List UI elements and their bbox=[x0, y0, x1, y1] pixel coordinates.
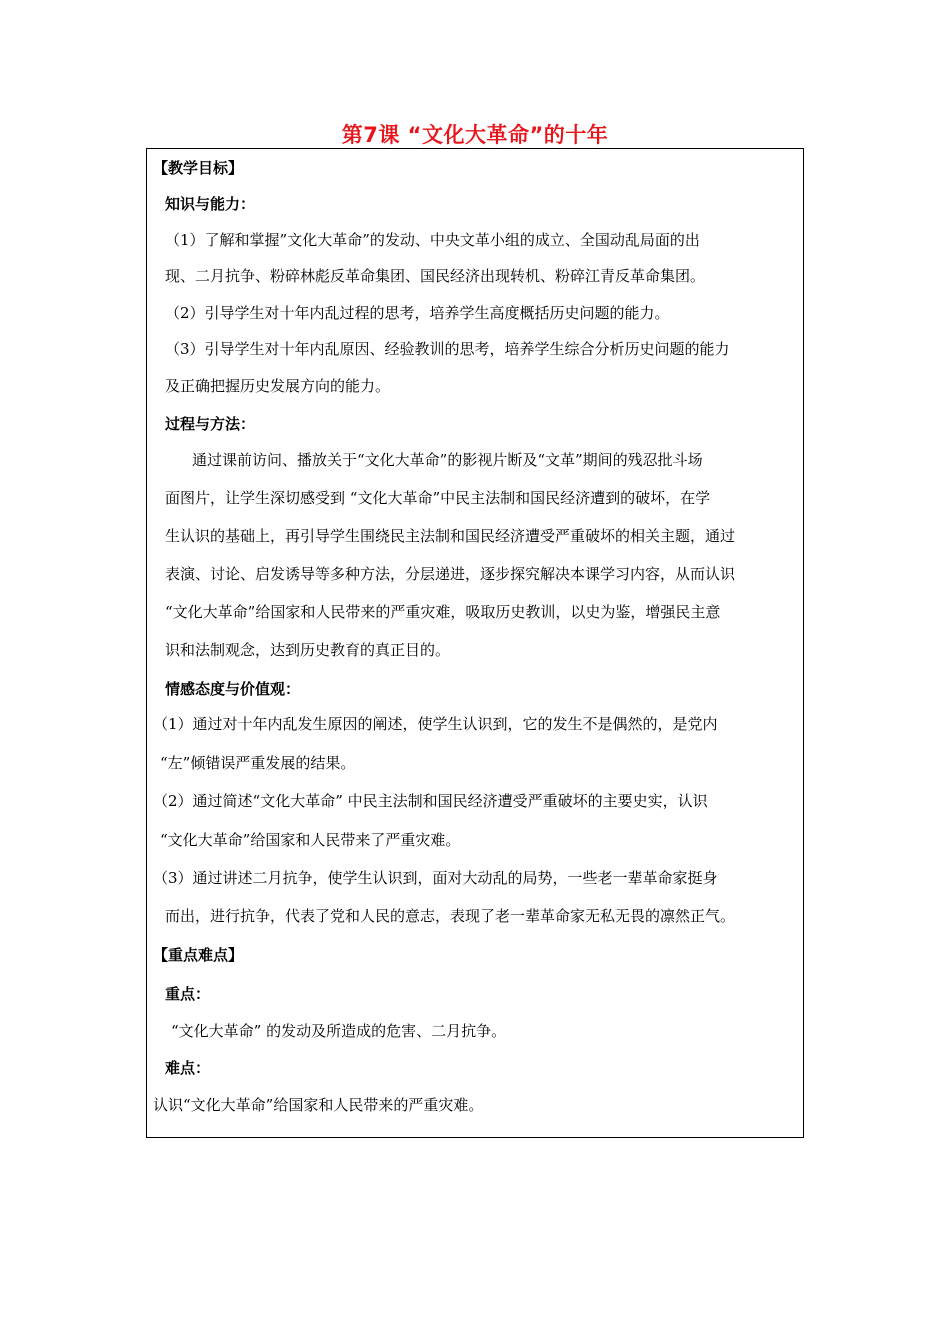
knowledge-heading: 知识与能力： bbox=[165, 195, 256, 213]
knowledge-line: 现、二月抗争、粉碎林彪反革命集团、国民经济出现转机、粉碎江青反革命集团。 bbox=[165, 267, 706, 285]
emotion-heading: 情感态度与价值观： bbox=[165, 680, 301, 698]
process-line: 生认识的基础上，再引导学生围绕民主法制和国民经济遭受严重破坏的相关主题，通过 bbox=[165, 527, 736, 545]
process-heading: 过程与方法： bbox=[165, 415, 256, 433]
knowledge-line: （2）引导学生对十年内乱过程的思考，培养学生高度概括历史问题的能力。 bbox=[165, 304, 670, 322]
objectives-heading: 【教学目标】 bbox=[153, 159, 244, 177]
process-line: 通过课前访问、播放关于“文化大革命”的影视片断及“文革”期间的残忍批斗场 bbox=[192, 451, 703, 469]
emotion-line: “左”倾错误严重发展的结果。 bbox=[160, 754, 356, 772]
page-title: 第7课 “文化大革命”的十年 bbox=[341, 123, 609, 147]
process-line: “文化大革命”给国家和人民带来的严重灾难，吸取历史教训，以史为鉴，增强民主意 bbox=[165, 603, 721, 621]
key-difficult-heading: 【重点难点】 bbox=[153, 946, 244, 964]
emotion-line: “文化大革命”给国家和人民带来了严重灾难。 bbox=[160, 831, 461, 849]
process-line: 面图片，让学生深切感受到 “文化大革命”中民主法制和国民经济遭到的破坏，在学 bbox=[165, 489, 711, 507]
lesson-objectives-box bbox=[146, 148, 804, 1138]
knowledge-line: （3）引导学生对十年内乱原因、经验教训的思考，培养学生综合分析历史问题的能力 bbox=[165, 340, 730, 358]
difficult-line: 认识“文化大革命”给国家和人民带来的严重灾难。 bbox=[153, 1096, 484, 1114]
knowledge-line: （1）了解和掌握”文化大革命”的发动、中央文革小组的成立、全国动乱局面的出 bbox=[165, 231, 700, 249]
emotion-line: 而出，进行抗争，代表了党和人民的意志，表现了老一辈革命家无私无畏的凛然正气。 bbox=[165, 907, 736, 925]
emotion-line: （1）通过对十年内乱发生原因的阐述，使学生认识到，它的发生不是偶然的，是党内 bbox=[153, 715, 718, 733]
emotion-line: （2）通过简述“文化大革命” 中民主法制和国民经济遭受严重破坏的主要史实，认识 bbox=[153, 792, 708, 810]
difficult-heading: 难点： bbox=[165, 1059, 211, 1077]
key-line: “文化大革命” 的发动及所造成的危害、二月抗争。 bbox=[171, 1022, 507, 1040]
process-line: 识和法制观念，达到历史教育的真正目的。 bbox=[165, 641, 451, 659]
knowledge-line: 及正确把握历史发展方向的能力。 bbox=[165, 377, 391, 395]
process-line: 表演、讨论、启发诱导等多种方法，分层递进，逐步探究解决本课学习内容，从而认识 bbox=[165, 565, 736, 583]
emotion-line: （3）通过讲述二月抗争，使学生认识到，面对大动乱的局势，一些老一辈革命家挺身 bbox=[153, 869, 718, 887]
key-heading: 重点： bbox=[165, 985, 211, 1003]
